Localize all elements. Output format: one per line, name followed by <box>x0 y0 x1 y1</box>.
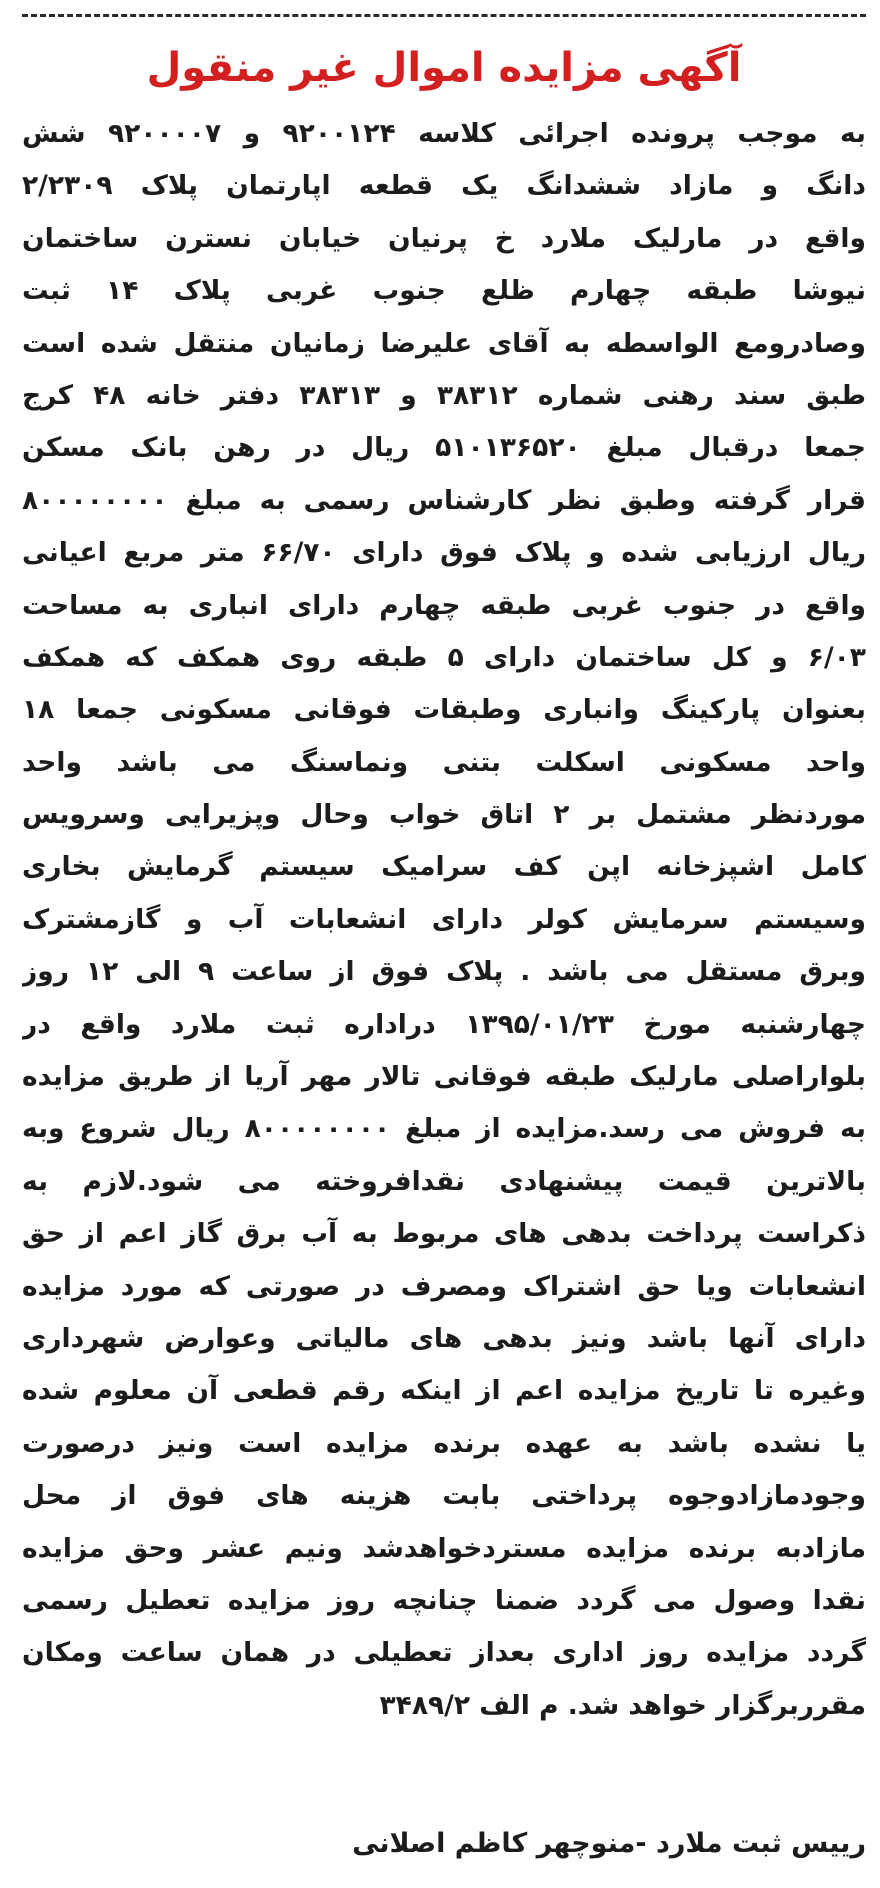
notice-body <box>22 108 866 1732</box>
body-line: دانگ و مازاد ششدانگ یک قطعه اپارتمان پلاک ۲/۲۳۰۹ <box>22 170 866 202</box>
body-line: واقع در جنوب غربی طبقه چهارم دارای انباری به مساحت <box>22 589 866 621</box>
body-line: یا نشده باشد به عهده برنده مزایده است ونیز درصورت <box>22 1427 866 1459</box>
notice-title: آگهی مزایده اموال غیر منقول <box>146 45 742 91</box>
body-line: وصادرومع الواسطه به آقای علیرضا زمانیان منتقل شده است <box>22 327 866 359</box>
body-line: بعنوان پارکینگ وانباری وطبقات فوقانی مسکونی جمعا ۱۸ <box>22 694 866 726</box>
body-line: قرار گرفته وطبق نظر کارشناس رسمی به مبلغ ۸۰۰۰۰۰۰۰۰ <box>22 484 866 516</box>
body-line: انشعابات ویا حق اشتراک ومصرف در صورتی که مورد مزایده <box>22 1270 866 1302</box>
body-line: وسیستم سرمایش کولر دارای انشعابات آب و گازمشترک <box>22 903 866 935</box>
body-line: دارای آنها باشد ونیز بدهی های مالیاتی وعوارض شهرداری <box>22 1322 866 1354</box>
body-line: واحد مسکونی اسکلت بتنی ونماسنگ می باشد واحد <box>22 746 866 778</box>
body-line: به فروش می رسد.مزایده از مبلغ ۸۰۰۰۰۰۰۰۰ ریال شروع وبه <box>22 1113 866 1145</box>
body-line: چهارشنبه مورخ ۱۳۹۵/۰۱/۲۳ دراداره ثبت ملارد واقع در <box>22 1008 866 1040</box>
body-line: ریال ارزیابی شده و پلاک فوق دارای ۶۶/۷۰ متر مربع اعیانی <box>22 537 866 569</box>
body-line: کامل اشپزخانه اپن کف سرامیک سیستم گرمایش بخاری <box>22 851 866 883</box>
body-line: طبق سند رهنی شماره ۳۸۳۱۲ و ۳۸۳۱۳ دفتر خانه ۴۸ کرج <box>22 379 866 411</box>
body-line: گردد مزایده روز اداری بعداز تعطیلی در همان ساعت ومکان <box>22 1637 866 1669</box>
body-line: نقدا وصول می گردد ضمنا چنانچه روز مزایده تعطیل رسمی <box>22 1584 866 1616</box>
body-line: نیوشا طبقه چهارم ظلع جنوب غربی پلاک ۱۴ ثبت <box>22 275 866 307</box>
body-line: وجودمازادوجوه پرداختی بابت هزینه های فوق از محل <box>22 1480 866 1512</box>
body-line: موردنظر مشتمل بر ۲ اتاق خواب وحال وپزیرایی وسرویس <box>22 799 866 831</box>
body-line: وغیره تا تاریخ مزایده اعم از اینکه رقم قطعی آن معلوم شده <box>22 1375 866 1407</box>
body-line: به موجب پرونده اجرائی کلاسه ۹۲۰۰۱۲۴ و ۹۲۰۰۰۰۷ شش <box>22 118 866 149</box>
body-line: وبرق مستقل می باشد . پلاک فوق از ساعت ۹ الی ۱۲ روز <box>22 956 866 988</box>
body-line: مقرربرگزار خواهد شد. م الف ۳۴۸۹/۲ <box>379 1689 866 1721</box>
body-line: ۶/۰۳ و کل ساختمان دارای ۵ طبقه روی همکف که همکف <box>22 641 866 673</box>
body-line: بلواراصلی مارلیک طبقه فوقانی تالار مهر آریا از طریق مزایده <box>22 1061 866 1093</box>
body-line: بالاترین قیمت پیشنهادی نقدافروخته می شود.لازم به <box>22 1165 866 1197</box>
notice-signature: رییس ثبت ملارد -منوچهر کاظم اصلانی <box>352 1828 866 1859</box>
body-line: ذکراست پرداخت بدهی های مربوط به آب برق گاز اعم از حق <box>22 1218 866 1250</box>
body-line: جمعا درقبال مبلغ ۵۱۰۱۳۶۵۲۰ ریال در رهن بانک مسکن <box>22 432 866 464</box>
dashed-divider <box>22 14 866 17</box>
body-line: مازادبه برنده مزایده مستردخواهدشد ونیم عشر وحق مزایده <box>22 1532 866 1564</box>
body-line: واقع در مارلیک ملارد خ پرنیان خیابان نسترن ساختمان <box>22 222 866 254</box>
